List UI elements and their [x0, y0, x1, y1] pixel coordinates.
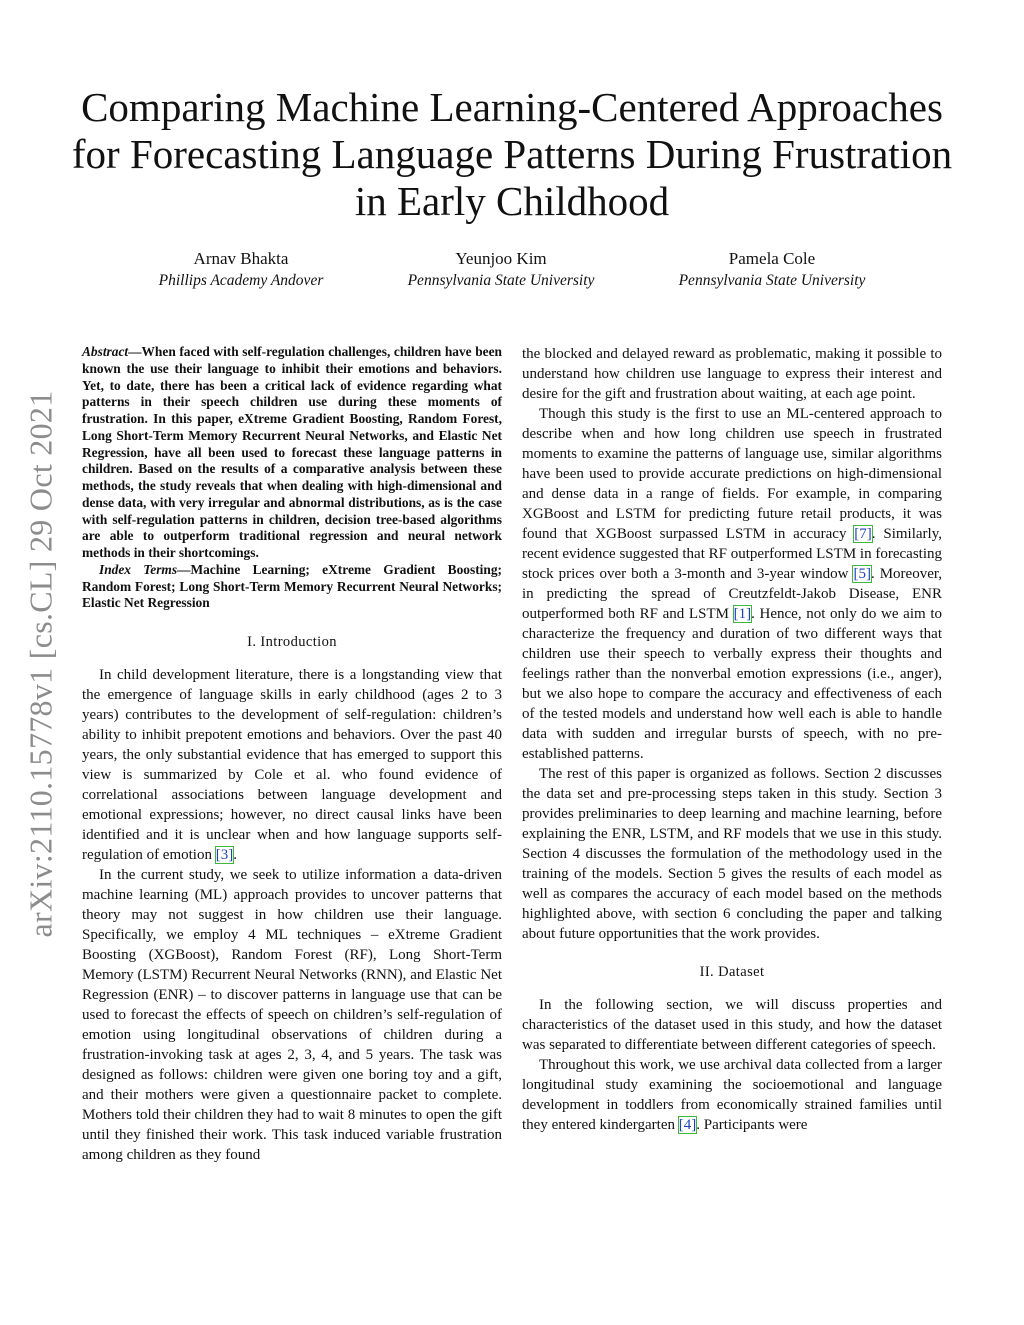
author-3 — [622, 248, 922, 291]
index-terms — [82, 562, 502, 612]
citation-link[interactable]: [5] — [853, 566, 871, 582]
paragraph-text: . Participants were — [696, 1117, 808, 1133]
paragraph-text: . Moreover, in predicting the spread of Creutzfeldt-Jakob Disease, ENR outperformed both RF and LSTM — [522, 566, 942, 622]
author-name: Arnav Bhakta — [193, 249, 289, 268]
intro-paragraph-4: The rest of this paper is organized as follows. Section 2 discusses the data set and pre-processing steps taken in this study. Section 3 provides preliminaries to deep learning and machine learning, before explaining the ENR, LSTM, and RF models that we use in this study. Section 4 discusses the formulation of the methodology used in the training of the models. Section 5 gives the results of each model as well as compares the accuracy of each model based on the methods highlighted above, with section 6 concluding the paper and talking about future opportunities that the work provides. — [522, 766, 942, 942]
citation-link[interactable]: [7] — [854, 526, 872, 542]
intro-paragraph-1 — [82, 665, 502, 865]
citation-link[interactable]: [1] — [733, 606, 752, 622]
author-2 — [351, 248, 651, 291]
index-terms-label: Index Terms — [99, 561, 178, 577]
index-terms-text: —Machine Learning; eXtreme Gradient Boosting; Random Forest; Long Short-Term Memory Recurrent Neural Networks; Elastic Net Regression — [82, 561, 502, 611]
intro-paragraph-2-continued: the blocked and delayed reward as problematic, making it possible to understand how children use language to express their interest and desire for the gift and frustration about waiting, at each age point. — [522, 346, 942, 402]
citation-link[interactable]: [4] — [678, 1117, 697, 1133]
arxiv-watermark: arXiv:2110.15778v1 [cs.CL] 29 Oct 2021 — [22, 390, 59, 938]
abstract-text: —When faced with self-regulation challenges, children have been known the use their language to inhibit their emotions and behaviors. Yet, to date, there has been a critical lack of evidence regarding what patterns in their speech children use during these moments of frustration. In this paper, eXtreme Gradient Boosting, Random Forest, Long Short-Term Memory Recurrent Neural Networks, and Elastic Net Regression, have all been used to forecast these language patterns in children. Based on the results of a comparative analysis between these methods, the study reveals that when dealing with high-dimensional and dense data, with very irregular and abnormal distributions, as is the case with self-regulation patterns in children, decision tree-based algorithms are able to outperform traditional regression and neural network methods in their shortcomings. — [82, 344, 502, 560]
paragraph-text: . Hence, not only do we aim to characterize the frequency and duration of two different ways that children use their speech to verbally express their thoughts and feelings rather than the nonverbal emotion expressions (i.e., anger), but we also hope to compare the accuracy and effectiveness of each of the tested models and understand how well each is able to handle data with sudden and irregular bursts of speech, with no pre-established patterns. — [522, 606, 942, 762]
paragraph-text: Though this study is the first to use an ML-centered approach to describe when and how long children use speech in frustrated moments to examine the patterns of language use, similar algorithms have been used to provide accurate predictions on high-dimensional and dense data in a range of fields. For example, in comparing XGBoost and LSTM for predicting future retail products, it was found that XGBoost surpassed LSTM in accuracy — [522, 406, 942, 542]
section-heading-dataset: II. Dataset — [699, 964, 765, 980]
right-column — [522, 344, 942, 1135]
abstract — [82, 344, 502, 562]
citation-link[interactable]: [3] — [215, 847, 234, 863]
abstract-label: Abstract — [82, 344, 129, 359]
paper-title: Comparing Machine Learning-Centered Approaches for Forecasting Language Patterns During Frustration in Early Childhood — [71, 84, 953, 224]
paragraph-text: . — [233, 847, 237, 863]
dataset-paragraph-2 — [522, 1055, 942, 1135]
author-1 — [91, 248, 391, 291]
intro-paragraph-3 — [522, 404, 942, 764]
author-affiliation: Pennsylvania State University — [407, 272, 595, 289]
paragraph-text: . Similarly, recent evidence suggested that RF outperformed LSTM in forecasting stock prices over both a 3-month and 3-year window — [522, 526, 942, 582]
author-affiliation: Pennsylvania State University — [678, 272, 866, 289]
author-name: Yeunjoo Kim — [455, 249, 547, 268]
left-column — [82, 344, 502, 1165]
intro-paragraph-2: In the current study, we seek to utilize information a data-driven machine learning (ML) approach provides to uncover patterns that theory may not suggest in how children use their language. Specifically, we employ 4 ML techniques – eXtreme Gradient Boosting (XGBoost), Random Forest (RF), Long Short-Term Memory (LSTM) Recurrent Neural Networks (RNN), and Elastic Net Regression (ENR) – to discover patterns in language use that can be used to forecast the effects of speech on children’s self-regulation of emotion using longitudinal observations of children during a frustration-invoking task at ages 2, 3, 4, and 5 years. The task was designed as follows: children were given one boring toy and a gift, and their mothers were given a questionnaire packet to complete. Mothers told their children they had to wait 8 minutes to open the gift until they finished their work. This task induced variable frustration among children as they found — [82, 867, 502, 1163]
paragraph-text: Throughout this work, we use archival data collected from a larger longitudinal study examining the socioemotional and language development in toddlers from economically strained families until they entered kindergarten — [522, 1057, 942, 1133]
section-heading-introduction: I. Introduction — [247, 634, 337, 650]
dataset-paragraph-1: In the following section, we will discuss properties and characteristics of the dataset used in this study, and how the dataset was separated to differentiate between different categories of speech. — [522, 997, 942, 1053]
author-name: Pamela Cole — [728, 249, 816, 268]
author-affiliation: Phillips Academy Andover — [158, 272, 324, 289]
paragraph-text: In child development literature, there is a longstanding view that the emergence of language skills in early childhood (ages 2 to 3 years) contributes to the development of self-regulation: children’s ability to inhibit prepotent emotions and behaviors. Over the past 40 years, the only substantial evidence that has emerged to support this view is summarized by Cole et al. who found evidence of correlational associations between language development and emotional expressions; however, no direct causal links have been identified and it is unclear when and how language supports self-regulation of emotion — [82, 667, 502, 863]
